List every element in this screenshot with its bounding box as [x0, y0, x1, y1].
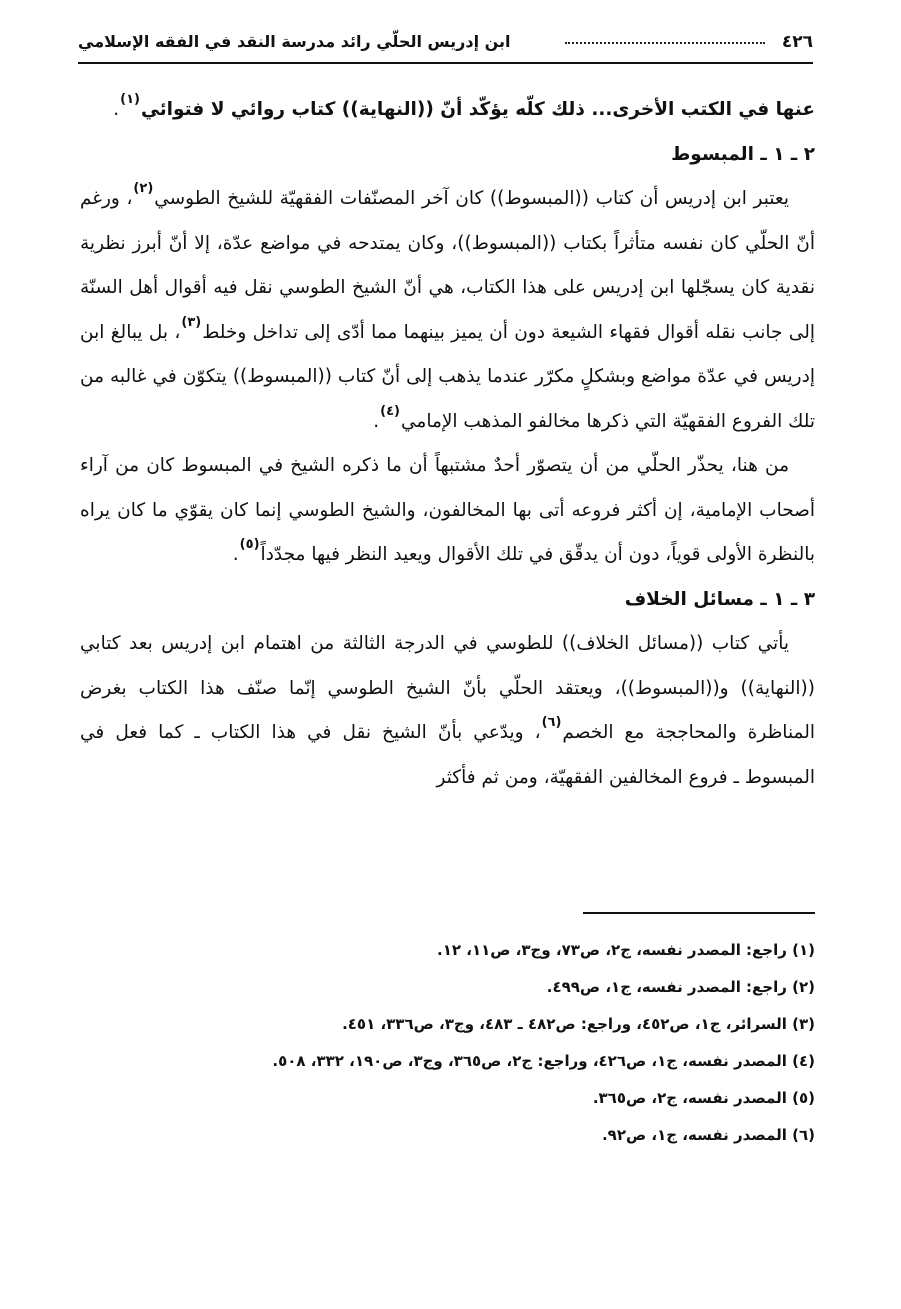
footnote-separator [583, 912, 815, 914]
footnote-ref-2: (٢) [133, 181, 154, 196]
footnote-item: (١) راجع: المصدر نفسه، ج٢، ص٧٣، وج٣، ص١١، ١٢. [437, 941, 815, 959]
footnote-item: (٥) المصدر نفسه، ج٢، ص٣٦٥. [592, 1089, 815, 1107]
paragraph-continuation: عنها في الكتب الأخرى... ذلك كلّه يؤكّد أنّ ((النهاية)) كتاب روائي لا فتوائي$^{(١)}$. [113, 92, 815, 120]
section-heading-khilaf: ٣ ـ ١ ـ مسائل الخلاف [624, 588, 815, 610]
footnote-item: (٣) السرائر، ج١، ص٤٥٢، وراجع: ص٤٨٢ ـ ٤٨٣، وج٣، ص٣٣٦، ٤٥١. [342, 1015, 815, 1033]
page-number: ٤٢٦ [781, 32, 813, 52]
header-rule [78, 62, 813, 64]
footnote-ref-4: (٤) [380, 403, 400, 419]
page-header [78, 30, 813, 64]
header-dotted-leader [565, 42, 765, 44]
footnote-ref-1: (١) [120, 92, 140, 107]
footnote-item: (٤) المصدر نفسه، ج١، ص٤٢٦، وراجع: ج٢، ص٣٦٥، وج٣، ص١٩٠، ٣٣٢، ٥٠٨. [272, 1052, 815, 1070]
footnote-ref-3: (٣) [181, 314, 202, 330]
paragraph-mabsut: يعتبر ابن إدريس أن كتاب ((المبسوط)) كان آخر المصنّفات الفقهيّة للشيخ الطوسي$^{(٢)}$، ورغم أنّ الحلّي كان نفسه متأثراً بكتاب ((المبسوط))، وكان يمتدحه في مواضع عدّة، إلا أنّ أبرز نظرية نقدية كان يسجّلها ابن إدريس على هذا الكتاب، هي أنّ الشيخ الطوسي نقل فيه أقوال أهل السنّة إلى جانب نقله أقوال فقهاء الشيعة دون أن يميز بينهما مما أدّى إلى تداخل وخلط$^{(٣)}$، بل يبالغ ابن إدريس في عدّة مواضع وبشكلٍ مكرّر عندما يذهب إلى أنّ كتاب ((المبسوط)) يتكوّن في غالبه من تلك الفروع الفقهيّة التي ذكرها مخالفو المذهب الإمامي$^{(٤)}$. [80, 181, 815, 432]
paragraph-khilaf: يأتي كتاب ((مسائل الخلاف)) للطوسي في الدرجة الثالثة من اهتمام ابن إدريس بعد كتابي ((النهاية)) و((المبسوط))، ويعتقد الحلّي بأنّ الشيخ الطوسي إنّما صنّف هذا الكتاب بغرض المناظرة والمحاججة مع الخصم$^{(٦)}$، ويدّعي بأنّ الشيخ نقل في هذا الكتاب ـ كما فعل في المبسوط ـ فروع المخالفين الفقهيّة، ومن ثم فأكثر [80, 633, 815, 788]
body-text [80, 88, 815, 800]
footnote-item: (٦) المصدر نفسه، ج١، ص٩٢. [601, 1126, 815, 1144]
footnote-item: (٢) راجع: المصدر نفسه، ج١، ص٤٩٩. [546, 978, 815, 996]
footnote-ref-5: (٥) [239, 537, 260, 552]
footnote-ref-6: (٦) [541, 715, 562, 730]
paragraph-warning: من هنا، يحذّر الحلّي من أن يتصوّر أحدٌ مشتبهاً أن ما ذكره الشيخ في المبسوط كان من آراء أصحاب الإمامية، إن أكثر فروعه أتى بها المخالفون، والشيخ الطوسي إنما كان يقوّي ما كان يراه بالنظرة الأولى قوياً، دون أن يدقّق في تلك الأقوال ويعيد النظر فيها مجدّداً$^{(٥)}$. [80, 455, 815, 565]
footnotes [80, 932, 815, 1154]
section-heading-mabsut: ٢ ـ ١ ـ المبسوط [671, 143, 815, 165]
running-title: ابن إدريس الحلّي رائد مدرسة النقد في الفقه الإسلامي [78, 32, 511, 51]
